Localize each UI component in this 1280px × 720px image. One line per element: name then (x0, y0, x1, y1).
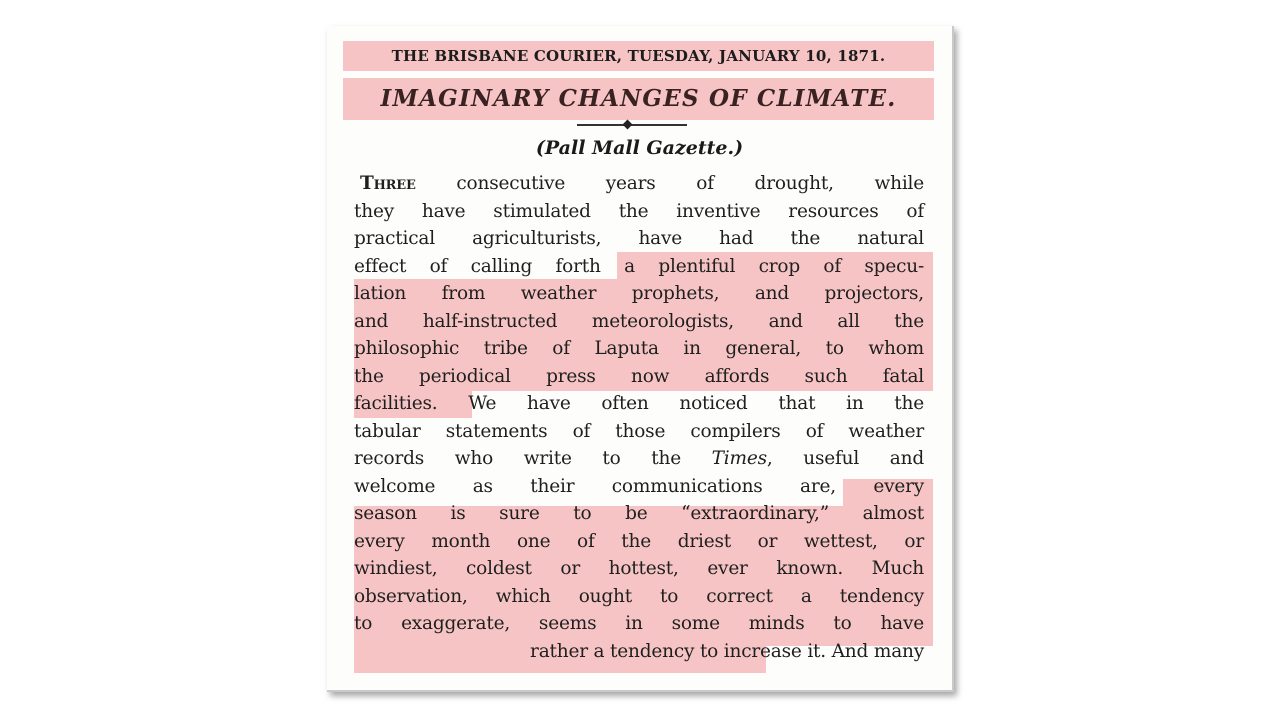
article-line: and half-instructed meteorologists, and all the (354, 310, 924, 332)
article-line: rather a tendency to increase it. And many (530, 640, 924, 662)
times-word: Times (711, 448, 767, 469)
article-line: Three consecutive years of drought, while (360, 173, 925, 194)
newspaper-header: THE BRISBANE COURIER, TUESDAY, JANUARY 10, 1871. (343, 41, 934, 71)
article-line: every month one of the driest or wettest, or (354, 530, 924, 552)
article-line: welcome as their communications are, every (354, 475, 924, 497)
article-line: windiest, coldest or hottest, ever known. Much (354, 558, 924, 579)
article-body (354, 170, 924, 665)
article-line: to exaggerate, seems in some minds to have (354, 613, 924, 634)
article-line: practical agriculturists, have had the natural (354, 228, 924, 249)
article-line: records who write to the Times, useful and (354, 448, 924, 469)
article-title: IMAGINARY CHANGES OF CLIMATE. (343, 78, 934, 120)
article-line: they have stimulated the inventive resources of (354, 200, 924, 222)
article-line: effect of calling forth a plentiful crop of specu- (354, 255, 924, 277)
article-line: lation from weather prophets, and projectors, (354, 283, 924, 304)
article-line: season is sure to be “extraordinary,” almost (354, 503, 924, 524)
article-line: tabular statements of those compilers of weather (354, 420, 924, 442)
article-line: facilities. We have often noticed that in the (354, 393, 924, 414)
rule-ornament (623, 120, 633, 130)
article-source: (Pall Mall Gazette.) (535, 137, 744, 159)
article-line: philosophic tribe of Laputa in general, to whom (354, 338, 924, 359)
drop-word: Three (360, 173, 416, 194)
newspaper-clipping (327, 26, 954, 692)
article-line: observation, which ought to correct a tendency (354, 585, 924, 607)
article-line: the periodical press now affords such fatal (354, 365, 924, 387)
